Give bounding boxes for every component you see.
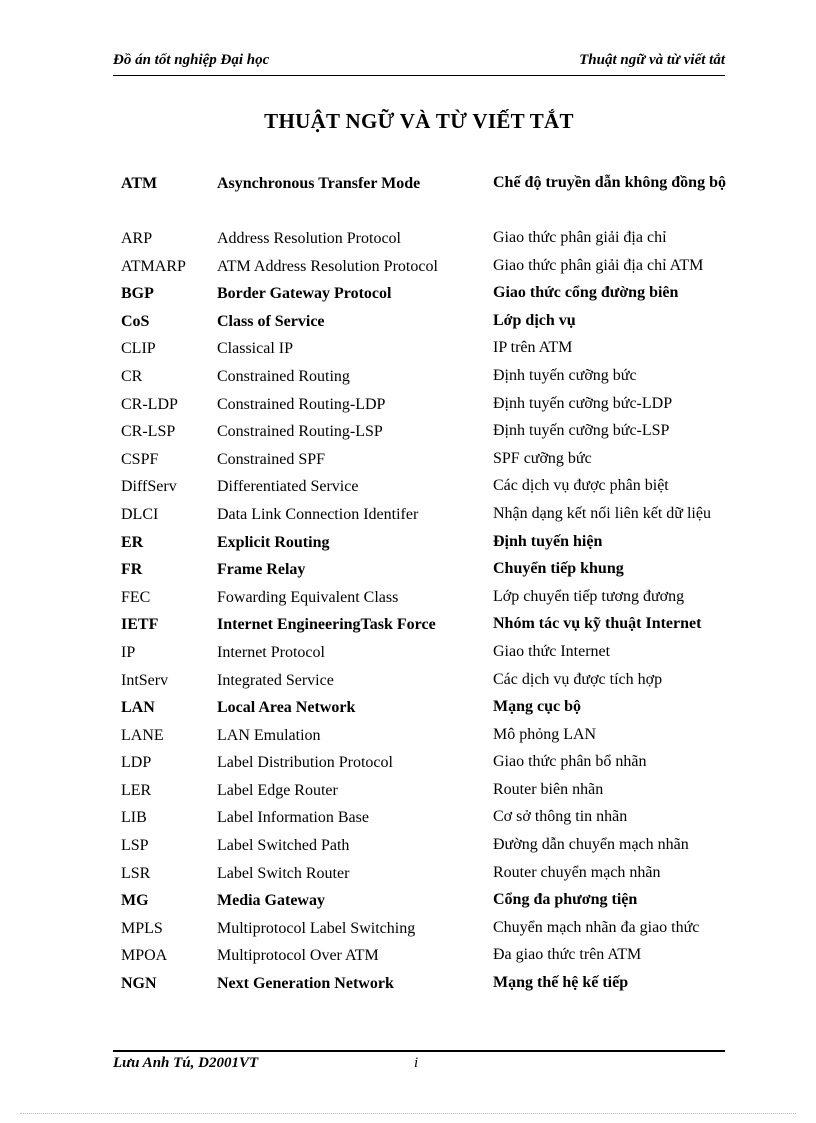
glossary-row — [121, 473, 733, 501]
glossary-row — [121, 253, 733, 281]
glossary-term: Constrained Routing-LSP — [217, 423, 383, 441]
glossary-term: Fowarding Equivalent Class — [217, 588, 399, 606]
glossary-abbreviation: LAN — [121, 699, 155, 717]
glossary-term: Constrained Routing — [217, 367, 350, 385]
glossary-term: Next Generation Network — [217, 975, 394, 993]
glossary-list — [121, 170, 733, 998]
glossary-term: LAN Emulation — [217, 726, 321, 744]
glossary-abbreviation: ER — [121, 533, 144, 551]
glossary-translation: Mạng cục bộ — [493, 698, 581, 716]
glossary-translation: SPF cưỡng bức — [493, 449, 592, 467]
glossary-translation: Giao thức Internet — [493, 642, 611, 660]
glossary-term: Constrained Routing-LDP — [217, 395, 386, 413]
glossary-abbreviation: LDP — [121, 754, 152, 772]
glossary-term: Label Switch Router — [217, 864, 350, 882]
glossary-translation: Chuyển mạch nhãn đa giao thức — [493, 918, 700, 936]
glossary-row — [121, 363, 733, 391]
glossary-abbreviation: CLIP — [121, 340, 156, 358]
glossary-abbreviation: LIB — [121, 809, 147, 827]
glossary-term: Frame Relay — [217, 561, 306, 579]
glossary-term: ATM Address Resolution Protocol — [217, 257, 438, 275]
glossary-abbreviation: IP — [121, 643, 136, 661]
glossary-row — [121, 942, 733, 970]
glossary-term: Integrated Service — [217, 671, 334, 689]
glossary-row — [121, 501, 733, 529]
glossary-abbreviation: ATM — [121, 175, 158, 192]
header-section-title: Thuật ngữ và từ viết tắt — [579, 52, 725, 68]
glossary-translation: Các dịch vụ được tích hợp — [493, 670, 663, 688]
glossary-abbreviation: MG — [121, 892, 149, 910]
glossary-term: Label Distribution Protocol — [217, 754, 393, 772]
glossary-row — [121, 584, 733, 612]
glossary-term: Class of Service — [217, 312, 325, 330]
glossary-abbreviation: LER — [121, 781, 152, 799]
header-rule — [113, 75, 725, 76]
glossary-term: Label Edge Router — [217, 781, 338, 799]
glossary-term: Border Gateway Protocol — [217, 285, 392, 303]
page-bottom-border — [20, 1113, 796, 1114]
glossary-abbreviation: CR-LDP — [121, 395, 178, 413]
glossary-translation: Giao thức phân giải địa chỉ ATM — [493, 256, 704, 274]
glossary-term: Asynchronous Transfer Mode — [217, 175, 421, 192]
page-header — [113, 52, 725, 74]
glossary-translation: Router biên nhãn — [493, 780, 604, 798]
glossary-translation: Lớp chuyển tiếp tương đương — [493, 587, 685, 605]
footer-rule — [113, 1050, 725, 1052]
glossary-abbreviation: DiffServ — [121, 478, 177, 496]
glossary-term: Media Gateway — [217, 892, 325, 910]
glossary-row — [121, 308, 733, 336]
glossary-translation: Nhận dạng kết nối liên kết dữ liệu — [493, 504, 711, 522]
glossary-translation: IP trên ATM — [493, 339, 573, 357]
glossary-row — [121, 280, 733, 308]
glossary-translation: Đa giao thức trên ATM — [493, 946, 642, 964]
glossary-abbreviation: FR — [121, 561, 143, 579]
glossary-abbreviation: LSR — [121, 864, 151, 882]
glossary-abbreviation: IETF — [121, 616, 159, 634]
glossary-abbreviation: NGN — [121, 975, 157, 993]
glossary-translation: Định tuyến cưỡng bức — [493, 366, 637, 384]
glossary-translation: Giao thức cổng đường biên — [493, 284, 679, 302]
glossary-abbreviation: MPOA — [121, 947, 168, 965]
glossary-translation: Chuyển tiếp khung — [493, 560, 624, 578]
glossary-abbreviation: CSPF — [121, 450, 159, 468]
glossary-abbreviation: LANE — [121, 726, 164, 744]
page-title: THUẬT NGỮ VÀ TỪ VIẾT TẮT — [264, 109, 574, 133]
glossary-row — [121, 418, 733, 446]
glossary-row — [121, 887, 733, 915]
glossary-term: Internet EngineeringTask Force — [217, 616, 436, 634]
glossary-abbreviation: ARP — [121, 230, 153, 247]
glossary-term: Differentiated Service — [217, 478, 359, 496]
glossary-translation: Chế độ truyền dẫn không đồng bộ — [493, 174, 726, 191]
glossary-row — [121, 749, 733, 777]
glossary-translation: Cổng đa phương tiện — [493, 891, 638, 909]
glossary-row — [121, 970, 733, 998]
glossary-row — [121, 860, 733, 888]
glossary-abbreviation: LSP — [121, 837, 149, 855]
glossary-row — [121, 391, 733, 419]
glossary-abbreviation: IntServ — [121, 671, 169, 689]
glossary-translation: Mạng thế hệ kế tiếp — [493, 974, 629, 992]
glossary-term: Address Resolution Protocol — [217, 230, 401, 247]
glossary-term: Data Link Connection Identifer — [217, 505, 419, 523]
glossary-row — [121, 694, 733, 722]
glossary-translation: Định tuyến hiện — [493, 532, 603, 550]
glossary-abbreviation: CoS — [121, 312, 150, 330]
glossary-abbreviation: CR — [121, 367, 143, 385]
glossary-term: Multiprotocol Label Switching — [217, 919, 416, 937]
glossary-translation: Đường dẫn chuyển mạch nhãn — [493, 836, 689, 854]
glossary-translation: Giao thức phân giải địa chỉ — [493, 229, 667, 246]
header-document-title: Đồ án tốt nghiệp Đại học — [113, 52, 270, 68]
page-number: i — [414, 1055, 419, 1071]
glossary-translation: Lớp dịch vụ — [493, 311, 576, 329]
glossary-abbreviation: MPLS — [121, 919, 163, 937]
glossary-row — [121, 446, 733, 474]
glossary-row — [121, 777, 733, 805]
glossary-row — [121, 611, 733, 639]
glossary-abbreviation: BGP — [121, 285, 154, 303]
glossary-row — [121, 225, 733, 253]
glossary-translation: Router chuyển mạch nhãn — [493, 863, 661, 881]
glossary-row — [121, 722, 733, 750]
glossary-term: Multiprotocol Over ATM — [217, 947, 379, 965]
glossary-term: Constrained SPF — [217, 450, 326, 468]
glossary-translation: Nhóm tác vụ kỹ thuật Internet — [493, 615, 702, 633]
glossary-term: Classical IP — [217, 340, 293, 358]
glossary-row — [121, 804, 733, 832]
page-footer — [113, 1055, 725, 1077]
footer-author: Lưu Anh Tú, D2001VT — [113, 1055, 259, 1071]
glossary-term: Explicit Routing — [217, 533, 330, 551]
glossary-term: Label Information Base — [217, 809, 369, 827]
glossary-translation: Giao thức phân bổ nhãn — [493, 753, 647, 771]
glossary-row — [121, 667, 733, 695]
glossary-translation: Các dịch vụ được phân biệt — [493, 477, 669, 495]
glossary-abbreviation: FEC — [121, 588, 151, 606]
glossary-term: Internet Protocol — [217, 643, 325, 661]
glossary-translation: Định tuyến cưỡng bức-LDP — [493, 394, 673, 412]
glossary-row — [121, 529, 733, 557]
glossary-translation: Mô phỏng LAN — [493, 725, 597, 743]
glossary-row — [121, 832, 733, 860]
glossary-abbreviation: ATMARP — [121, 257, 186, 275]
glossary-abbreviation: CR-LSP — [121, 423, 176, 441]
glossary-row — [121, 915, 733, 943]
glossary-row — [121, 556, 733, 584]
glossary-translation: Định tuyến cưỡng bức-LSP — [493, 422, 670, 440]
glossary-row — [121, 335, 733, 363]
glossary-translation: Cơ sở thông tin nhãn — [493, 808, 628, 826]
glossary-term: Local Area Network — [217, 699, 356, 717]
glossary-term: Label Switched Path — [217, 837, 350, 855]
glossary-row — [121, 639, 733, 667]
glossary-abbreviation: DLCI — [121, 505, 159, 523]
glossary-row — [121, 170, 733, 225]
